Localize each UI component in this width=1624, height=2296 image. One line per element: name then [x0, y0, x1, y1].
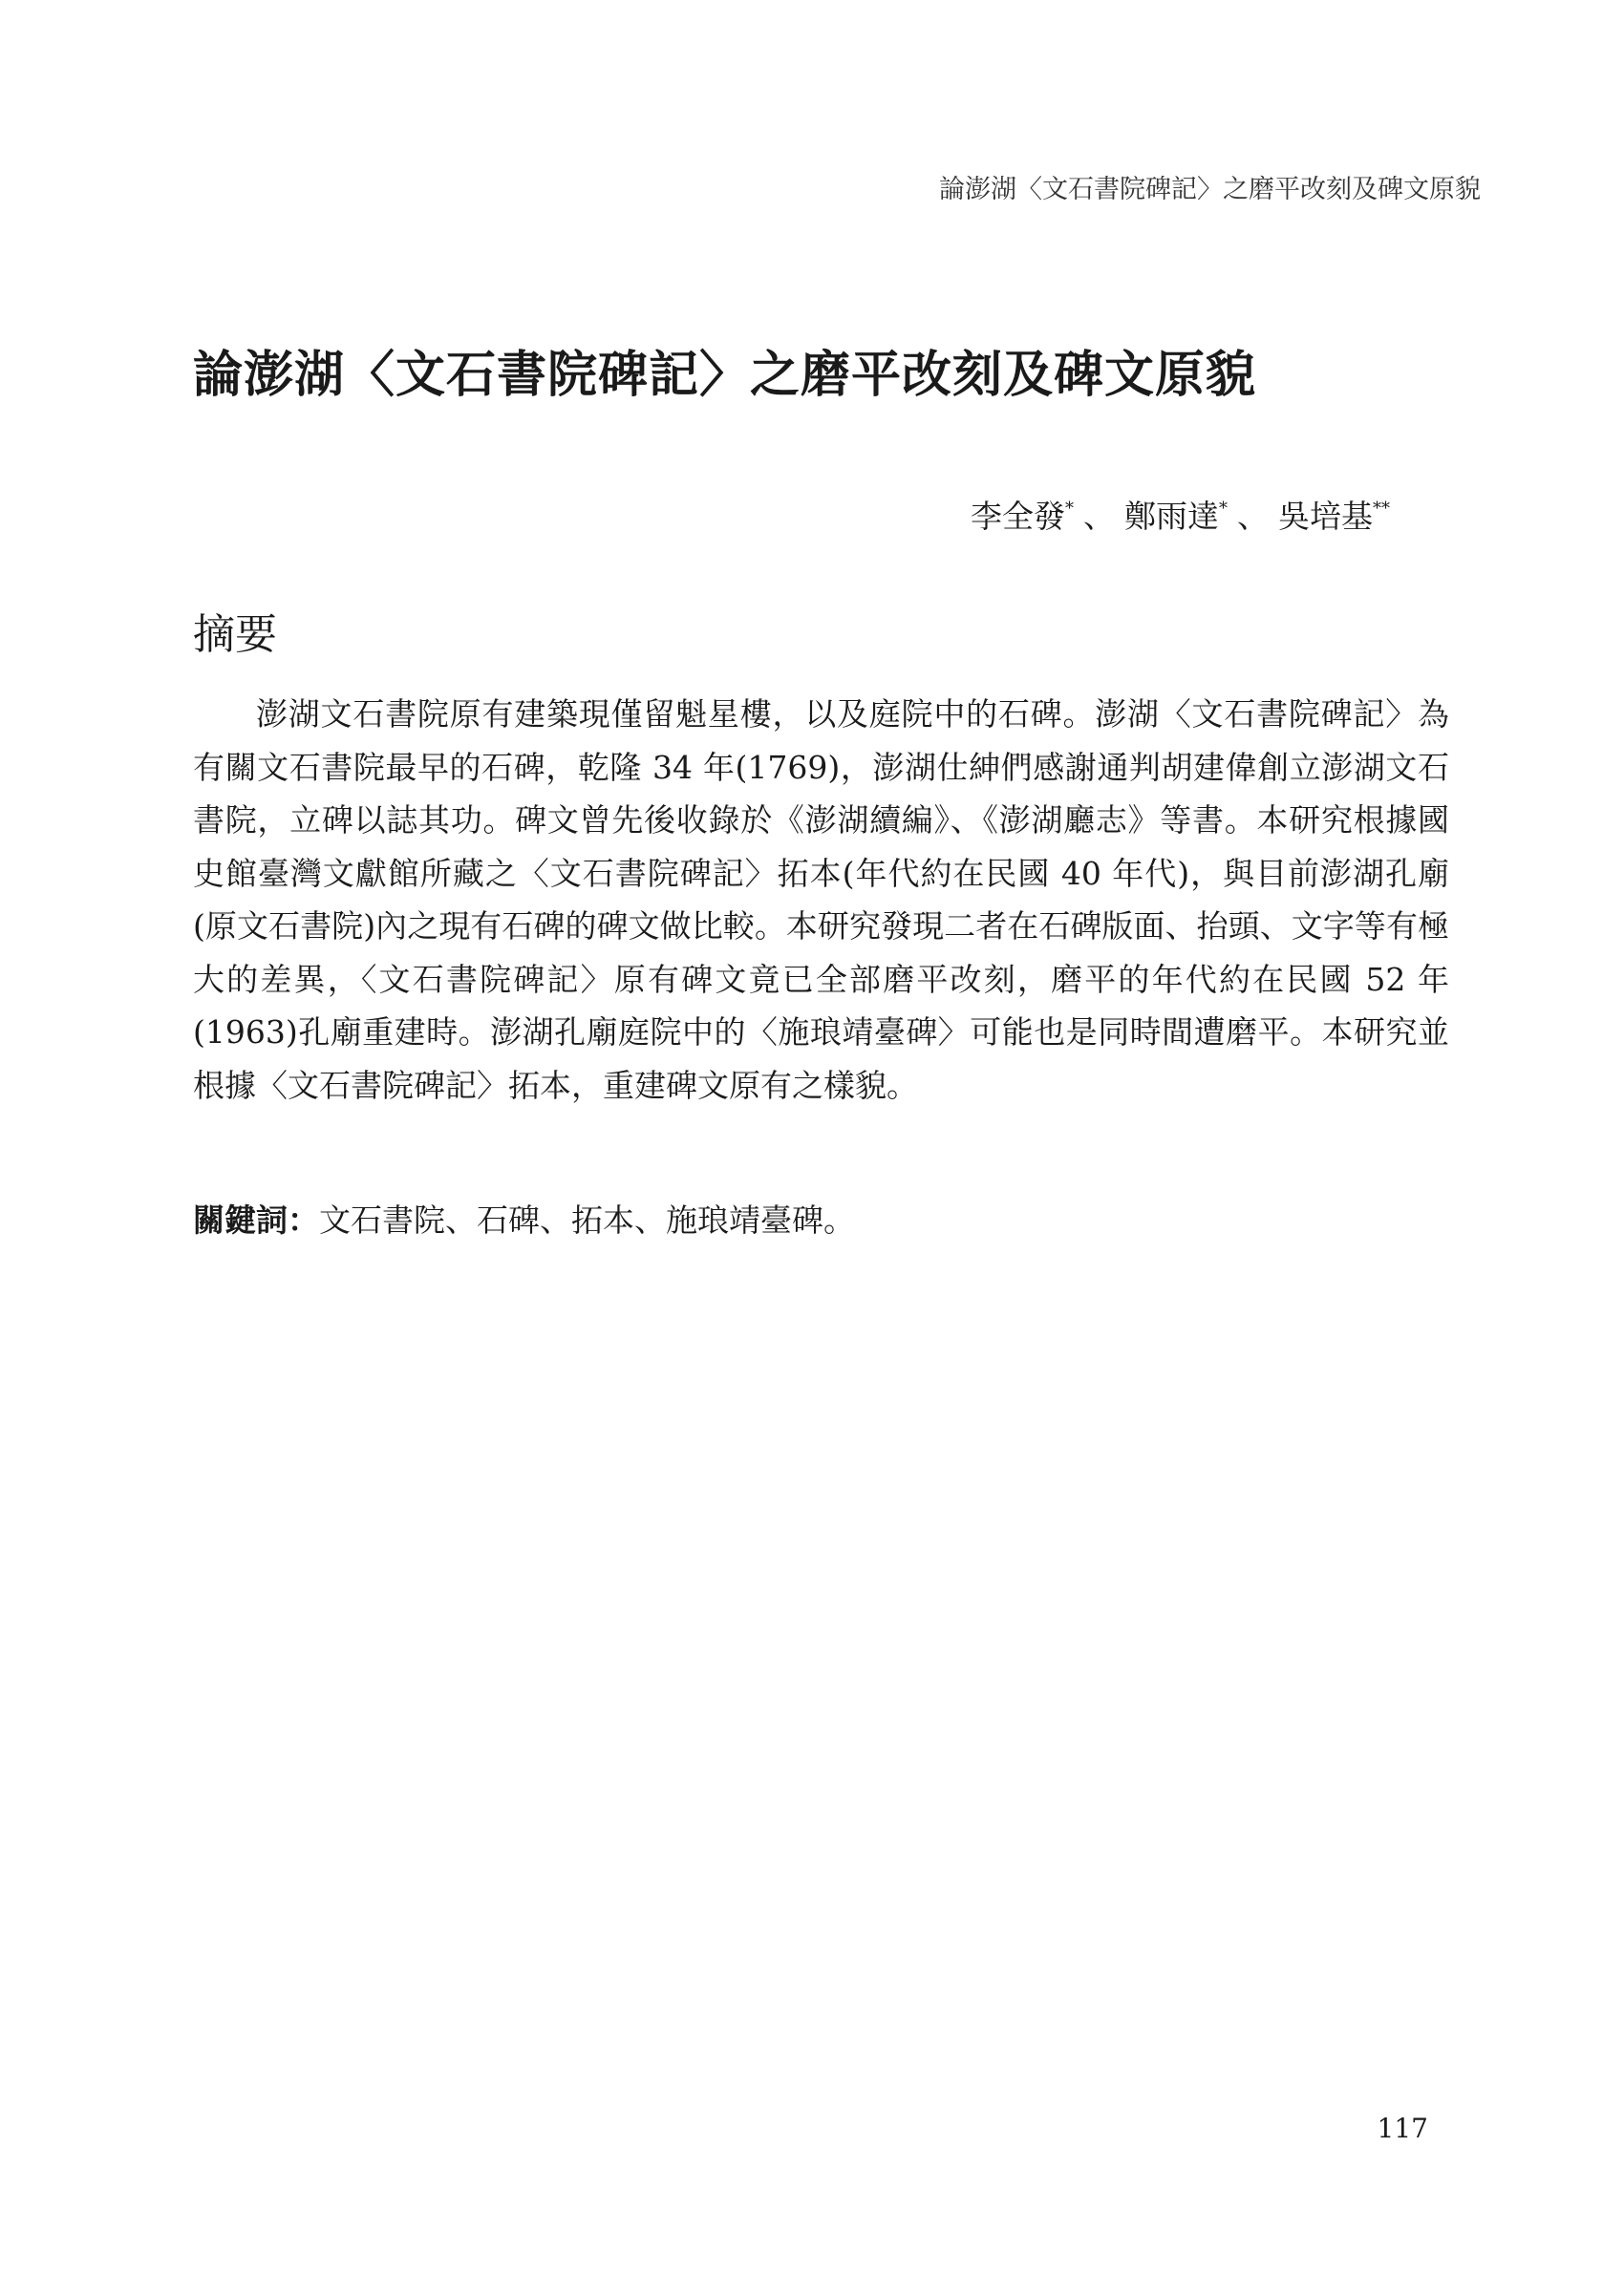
keywords-line [193, 1194, 1449, 1246]
abstract-paragraph: 澎湖文石書院原有建築現僅留魁星樓，以及庭院中的石碑。澎湖〈文石書院碑記〉為有關文石書院最早的石碑，乾隆 34 年(1769)，澎湖仕紳們感謝通判胡建偉創立澎湖文石書院，立碑以誌其功。碑文曾先後收錄於《澎湖續編》、《澎湖廳志》等書。本研究根據國史館臺灣文獻館所藏之〈文石書院碑記〉拓本(年代約在民國 40 年代)，與目前澎湖孔廟(原文石書院)內之現有石碑的碑文做比較。本研究發現二者在石碑版面、抬頭、文字等有極大的差異，〈文石書院碑記〉原有碑文竟已全部磨平改刻，磨平的年代約在民國 52 年(1963)孔廟重建時。澎湖孔廟庭院中的〈施琅靖臺碑〉可能也是同時間遭磨平。本研究並根據〈文石書院碑記〉拓本，重建碑文原有之樣貌。 [193, 695, 1449, 1104]
author-affiliation-mark: * [1065, 499, 1074, 519]
author-name: 鄭雨達 [1124, 498, 1219, 535]
running-header: 論澎湖〈文石書院碑記〉之磨平改刻及碑文原貌 [939, 175, 1481, 204]
keywords-text: 文石書院、石碑、拓本、施琅靖臺碑。 [319, 1201, 855, 1239]
author-separator: 、 [1237, 498, 1269, 535]
paper-title: 論澎湖〈文石書院碑記〉之磨平改刻及碑文原貌 [193, 346, 1257, 404]
author-affiliation-mark: * [1219, 499, 1228, 519]
author-separator: 、 [1083, 498, 1115, 535]
author-name: 李全發 [971, 498, 1065, 535]
author-list [971, 492, 1390, 537]
abstract-heading: 摘要 [193, 610, 277, 659]
page-number: 117 [1377, 2113, 1428, 2144]
author-name: 吳培基 [1278, 498, 1373, 535]
keywords-label: 關鍵詞： [193, 1201, 319, 1239]
author-affiliation-mark: ** [1373, 499, 1390, 519]
